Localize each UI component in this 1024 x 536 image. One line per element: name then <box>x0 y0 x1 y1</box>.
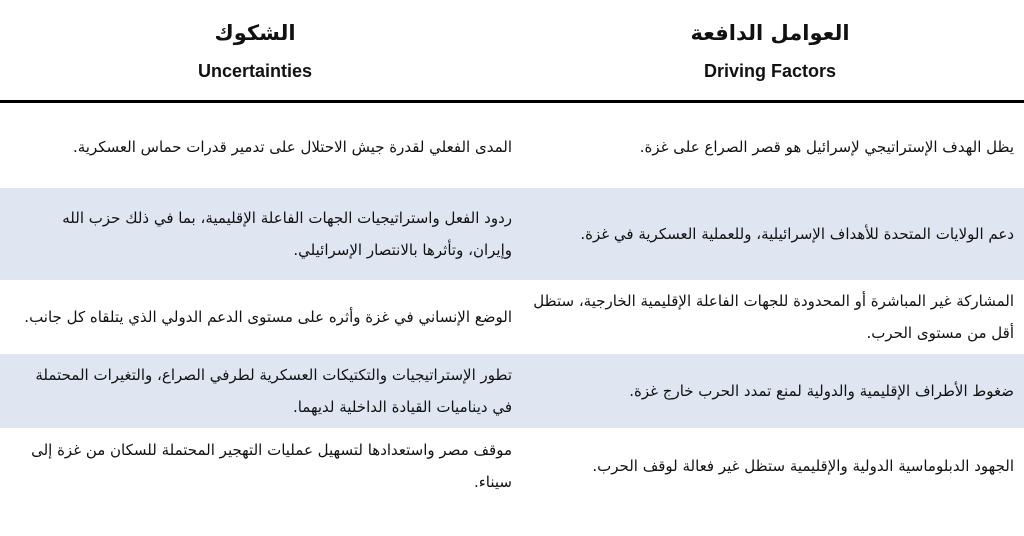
table-header <box>0 18 1024 98</box>
driving-factor-cell: المشاركة غير المباشرة أو المحدودة للجهات الفاعلة الإقليمية الخارجية، ستظل أقل من مستوى الحرب. <box>533 292 1014 342</box>
driving-factor-cell: الجهود الدبلوماسية الدولية والإقليمية ستظل غير فعالة لوقف الحرب. <box>592 457 1014 475</box>
driving-factor-cell: دعم الولايات المتحدة للأهداف الإسرائيلية، وللعملية العسكرية في غزة. <box>580 225 1014 243</box>
driving-factor-cell: يظل الهدف الإستراتيجي لإسرائيل هو قصر الصراع على غزة. <box>639 138 1014 156</box>
table-row <box>0 428 1024 504</box>
uncertainty-cell: موقف مصر واستعدادها لتسهيل عمليات التهجير المحتملة للسكان من غزة إلى سيناء. <box>31 441 512 491</box>
driving-factors-title-arabic: العوامل الدافعة <box>690 21 850 45</box>
driving-factor-cell: ضغوط الأطراف الإقليمية والدولية لمنع تمدد الحرب خارج غزة. <box>629 382 1014 400</box>
uncertainty-cell: ردود الفعل واستراتيجيات الجهات الفاعلة الإقليمية، بما في ذلك حزب الله وإيران، وتأثرها بالانتصار الإسرائيلي. <box>62 209 512 259</box>
uncertainty-cell: الوضع الإنساني في غزة وأثره على مستوى الدعم الدولي الذي يتلقاه كل جانب. <box>24 308 512 326</box>
uncertainties-title-english: Uncertainties <box>197 61 313 81</box>
uncertainty-cell: تطور الإستراتيجيات والتكتيكات العسكرية لطرفي الصراع، والتغيرات المحتملة في ديناميات القيادة الداخلية لديهما. <box>35 366 512 416</box>
uncertainties-title-arabic: الشكوك <box>214 21 296 45</box>
table-row <box>0 354 1024 428</box>
uncertainties-header <box>60 18 450 84</box>
table-row <box>0 106 1024 188</box>
driving-factors-header <box>560 18 980 84</box>
header-divider <box>0 100 1024 103</box>
uncertainty-cell: المدى الفعلي لقدرة جيش الاحتلال على تدمير قدرات حماس العسكرية. <box>73 138 512 156</box>
table-row <box>0 188 1024 280</box>
driving-factors-title-english: Driving Factors <box>703 61 837 81</box>
table-row <box>0 280 1024 354</box>
table-body <box>0 106 1024 504</box>
